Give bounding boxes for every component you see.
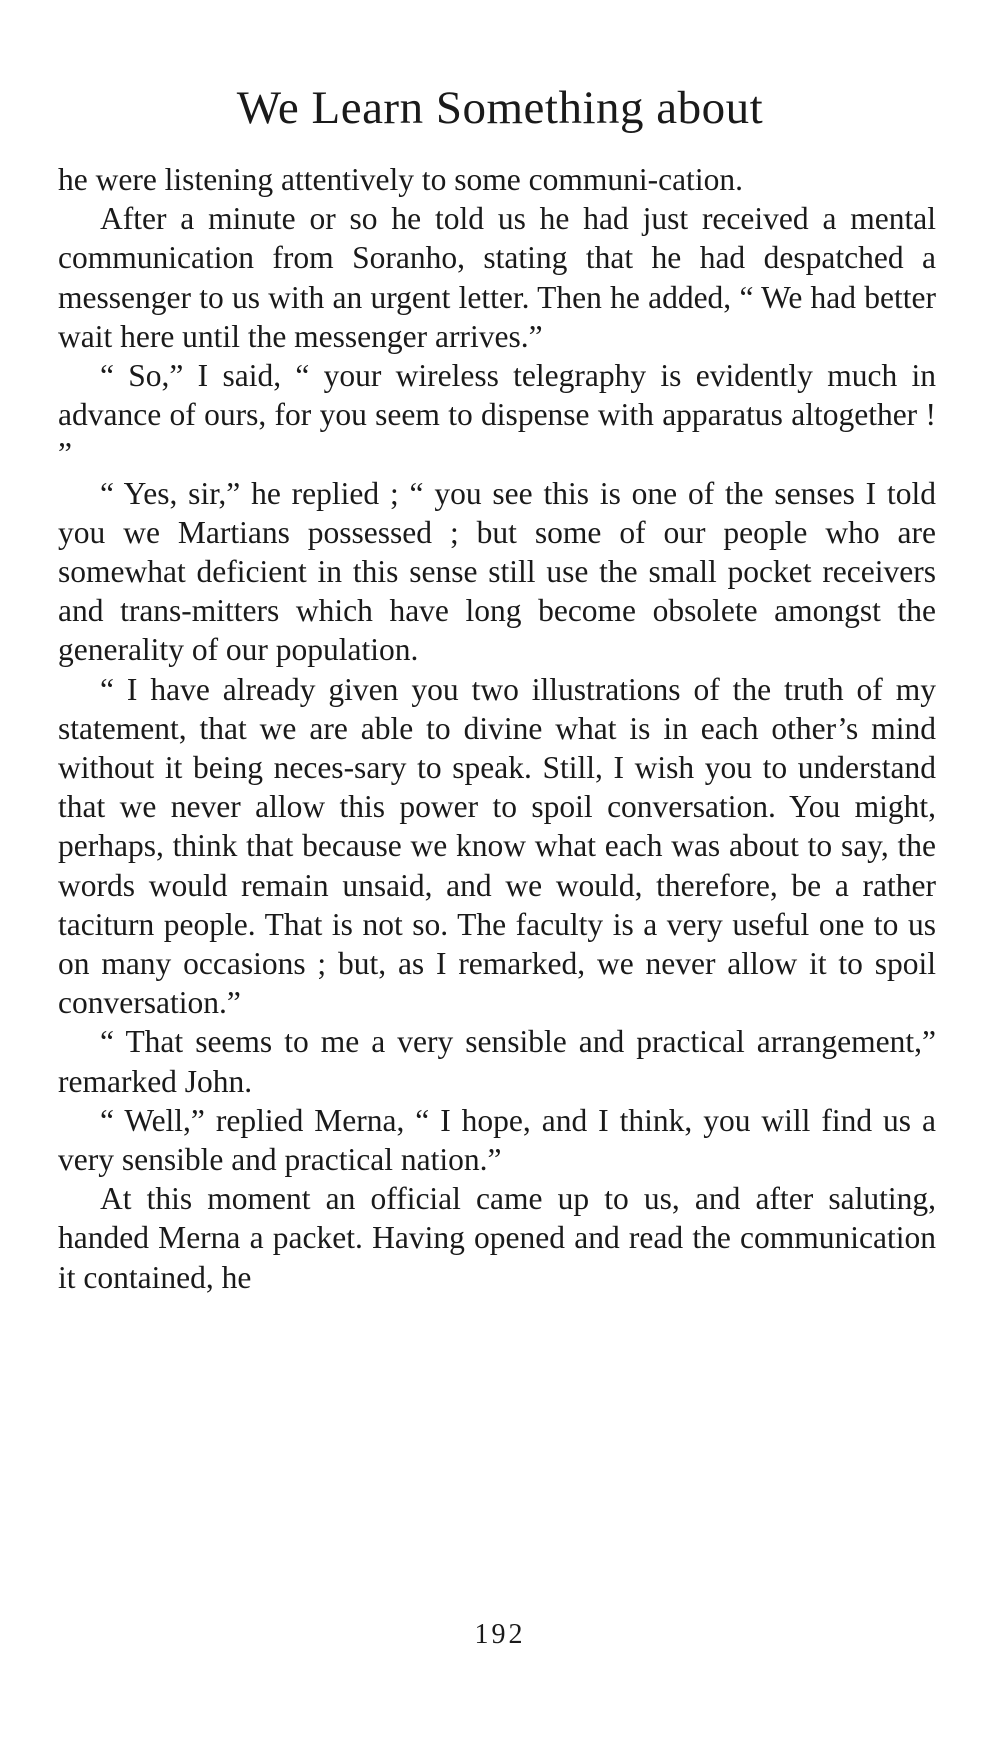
paragraph-divine-minds: “ I have already given you two illustrations of the truth of my statement, that we are able to divine what is in each other’s mind without it being neces-sary to speak. Still, I wish you to understand that we never allow this power to spoil conversation. You might, perhaps, think that because we know what each was about to say, the words would remain unsaid, and we would, therefore, be a rather taciturn people. That is not so. The faculty is a very useful one to us on many occasions ; but, as I remarked, we never allow it to spoil conversation.” [58,671,936,1021]
running-head-title: We Learn Something about [236,82,764,134]
paragraph-continuation: he were listening attentively to some communi-cation. [58,162,743,197]
paragraph-wireless-telegraphy: “ So,” I said, “ your wireless telegraphy is evidently much in advance of ours, for you seem to dispense with apparatus altogether ! ” [58,358,936,472]
paragraph-john-remark: “ That seems to me a very sensible and practical arrangement,” remarked John. [58,1024,936,1099]
paragraph-mental-communication: After a minute or so he told us he had just received a mental communication from Soranho, stating that he had despatched a messenger to us with an urgent letter. Then he added, “ We had better wait here until the messenger arrives.” [58,201,936,354]
page-number: 192 [474,1619,526,1650]
paragraph-martian-senses: “ Yes, sir,” he replied ; “ you see this is one of the senses I told you we Martians possessed ; but some of our people who are somewhat deficient in this sense still use the small pocket receivers and trans-mitters which have long become obsolete amongst the generality of our population. [58,475,936,668]
page-body-text [58,160,936,1297]
paragraph-merna-reply: “ Well,” replied Merna, “ I hope, and I think, you will find us a very sensible and practical nation.” [58,1102,936,1178]
paragraph-official-packet: At this moment an official came up to us, and after saluting, handed Merna a packet. Having opened and read the communication it contained, he [58,1181,936,1295]
